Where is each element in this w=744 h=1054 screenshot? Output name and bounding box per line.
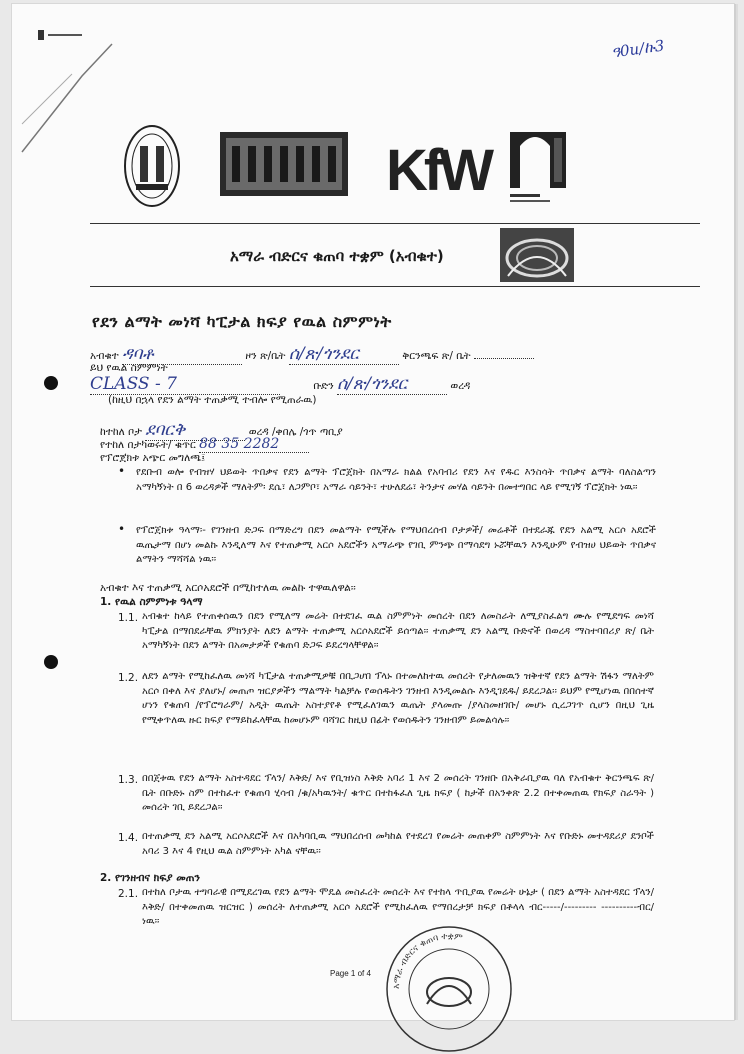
item-number: 1.4. [118, 832, 139, 844]
item-number: 2.1. [118, 888, 139, 900]
bullet-text: የፕሮጀክቱ ዓላማ፡- የገንዘብ ድጋፍ በማድረግ በደን መልማት የሚችሉ የማህበረሰብ ቦታዎች/ መሬቶች በተደራጁ የደን አልሚ አርሶ አደሮች ዉጤታማ በሆነ መልኩ እንዲለማ እና የተጠቃሚ አርሶ አደሮችን አማራጭ የገቢ ምንጭ በማሳደግ ኑሯቸዉን እንዲሁም የብዝሀ ህይወት ጥበቃና ልማትን ማሻሻል ነዉ፡፡ [136, 525, 656, 565]
institution-seal-logo [122, 122, 182, 210]
item-text: በተከለ ቦታዉ ተግባራዊ በሚደረገዉ የደን ልማት ሞዴል መስፈረት መሰረት እና የተከላ ጥቢያዉ የመሬት ሁኔታ ( በደን ልማት አስተዳደር ፕላን/እቅድ/ በተቀመጠዉ ዝርዝር ) መሰረት ለተጠቃሚ አርሶ አደሮች የሚከፈለዉ የማበረታቻ ክፍያ በቶላላ ብር-----/--------- ----------ብር/ ነዉ፡፡ [142, 887, 654, 927]
item-number: 1.1. [118, 612, 139, 624]
address-suffix: ወረዳ /ቀበሌ /ጎጥ ጣቢያ [248, 426, 343, 438]
item-text: በተጠቃሚ ደን አልሚ አርሶአደሮች እና በአካባቢዉ ማህበረሰብ መካከል የተደረገ የመሬት መጠቀም ስምምነት እና የቡድኑ መተዳደሪያ ደንቦች አባሪ 3 እና 4 የዚህ ዉል ስምምነት አካል ናቸዉ፡፡ [142, 831, 654, 857]
intro-heading: የፕሮጀክቱ አጭር መግለጫ፤ [100, 452, 206, 464]
note-paren: (ከዚህ በኋላ የደን ልማት ተጠቃሚ ተብሎ የሚጠራዉ) [108, 394, 317, 406]
page-number: Page 1 of 4 [330, 969, 371, 978]
zone-label: ዞን ጽ/ቤት [245, 350, 286, 362]
item-text: በበጀቱዉ የደን ልማት አስተዳደር ፕላን/ እቅድ/ እና የቢዝነስ እቅድ አባሪ 1 እና 2 መሰረት ገንዘቡ በአቅራቢያዉ ባለ የአብቁተ ቅርንጫፍ ጽ/ቤት በቡድኑ ስም በተከፈተ የቁጠባ ሂሳብ /ቁ/አካዉንት/ ቁጥር በተከፋፈለ ጊዜ ክፍያ ( ከታች በአንቀጽ 2.2 በተቀመጠዉ የክፍያ ስራዓት ) መሰረት ገቢ ይደረጋል፡፡ [142, 773, 654, 813]
address-value[interactable]: ደባርቅ [145, 420, 245, 441]
group-value[interactable]: ሰ/ጽ/ጎንደር [337, 374, 447, 395]
bullet-dot: • [118, 464, 126, 478]
document-title: የደን ልማት መነሻ ካፒታል ክፍያ የዉል ስምምነት [92, 312, 392, 331]
punch-hole [44, 655, 58, 669]
branch-label: ቅርንጫፍ ጽ/ ቤት [402, 350, 471, 362]
section-heading: 2. የገንዘብና ክፍያ መጠን [100, 872, 200, 884]
header-rule-top [90, 223, 700, 224]
svg-text:KfW: KfW [386, 138, 490, 203]
branch-value[interactable] [474, 358, 534, 359]
woreda-label: ወረዳ [450, 380, 471, 392]
arch-logo [502, 122, 574, 212]
group-label: ቡድን [313, 380, 334, 392]
phone-value[interactable]: 88 35 2282 [199, 436, 309, 453]
punch-hole [44, 376, 58, 390]
item-text: አብቁተ ከላይ የተጠቀሰዉን በደን የሚለማ መሬት በተደገፈ ዉል ስምምነት መሰረት በደን ለመስራት ለሚያስፈልግ ሙሉ የሚደግፍ መነሻ ካፒታል በማበደራቸዉ ምክንያት ለደን ልማት ተጠቃሚ አርሶአደሮች ይሰጣል፡፡ ተጠቃሚ ደን አልሚ ቡድኖች በወረዳ ማስተባበሪያ ጽ/ ቤት አማካኝነት በደን ልማት በአመታዎች የቁጠባ ድጋፍ ይደረግላቸዋል፡፡ [142, 611, 654, 651]
class-value[interactable]: CLASS - 7 [90, 374, 280, 395]
stamp-text: አማራ ብድርና ቁጠባ ተቋም [391, 931, 464, 990]
item-text: ለደን ልማት የሚከፈለዉ መነሻ ካፒታል ተጠቃሚዎቹ በቢጋሆበ ፕላኑ በተመለከተዉ መሰረት የታለመዉን ዝቅተኛ የደን ልማት ሽፋን ማለትም አርሶ በቀለ እና ያለሆኑ/ መጠጦ ዝርያዎችን ማልማት ካልቻሉ የወሰዱትን ገንዘብ እንዲመልሱ እንዲገደዱ/ ይደረጋል፡፡ ይህም የሚሆነዉ በበሰተኛ ሆነን የቁጠባ /የፕሮግራም/ አዲት ዉጤት አስተያየቶ የሚፈለገዉን ዉጤት ያላመጡ /ያላስመዘገቡ/ መሆኑ ሲረጋገጥ ሲሆን በዚህ ጊዜ የሚቀጥለዉ ዙር ክፍያ የማይከፈላቸዉ ከመሆኑም ባሻገር ከዚህ በፊት የወሰዱትን ገንዘብም ይመልሳሉ፡፡ [142, 671, 654, 726]
kfw-logo [384, 132, 490, 203]
phone-label: የተከለ በታካወሩት/ ቁጥር [100, 439, 196, 451]
handwritten-reference: ዓ0u/ኩ3 [609, 36, 665, 62]
document-page [12, 4, 734, 1020]
logo-strip [122, 122, 582, 222]
contract-label: ይህ የዉል ስምምነት [90, 362, 168, 374]
phone-row [100, 436, 309, 453]
header-rule-bottom [90, 286, 700, 287]
borrower-label: አብቁተ [90, 350, 119, 362]
svg-text:አማራ ብድርና ቁጠባ ተቋም [392, 932, 464, 989]
zone-value[interactable]: ሰ/ጽ/ጎንደር [289, 344, 399, 365]
borrower-value[interactable]: ዳባቶ [122, 344, 242, 365]
acsi-logo [500, 228, 574, 282]
address-label: ከተከለ ቦታ [100, 426, 143, 438]
bullet-dot: • [118, 522, 126, 536]
organization-name: አማራ ብድርና ቁጠባ ተቋም (አብቁተ) [230, 247, 444, 265]
item-number: 1.3. [118, 774, 139, 786]
official-stamp [384, 924, 514, 1054]
page-corner-mark [12, 4, 122, 154]
bullet-text: የደቡብ ወሎ የብዝሃ ህይወት ጥበቃና የደን ልማት ፕሮጀክት በአማራ ክልል የአባብሪ የደን እና የዱር እንስሳት ጥበቃና ልማት ባለስልጣን አማካኝነት በ 6 ወረዳዎች ማለትም፡ ደሴ፣ ለጋምቦ፣ አማራ ሳይንት፣ ተሁለደሬ፣ ትንታና መሃል ሳይንት በመተግበር ላይ የሚገኝ ፕሮጀክት ነዉ፡፡ [136, 467, 656, 493]
building-photo-logo [220, 132, 348, 196]
item-number: 1.2. [118, 672, 139, 684]
parties-text: አብቁተ እና ተጠቃሚ አርሶአደሮች በሚከተለዉ መልኩ ተዋዉለዋል፡፡ [100, 582, 356, 594]
section-heading: 1. የዉል ስምምነቱ ዓላማ [100, 596, 203, 608]
class-row [90, 374, 470, 395]
